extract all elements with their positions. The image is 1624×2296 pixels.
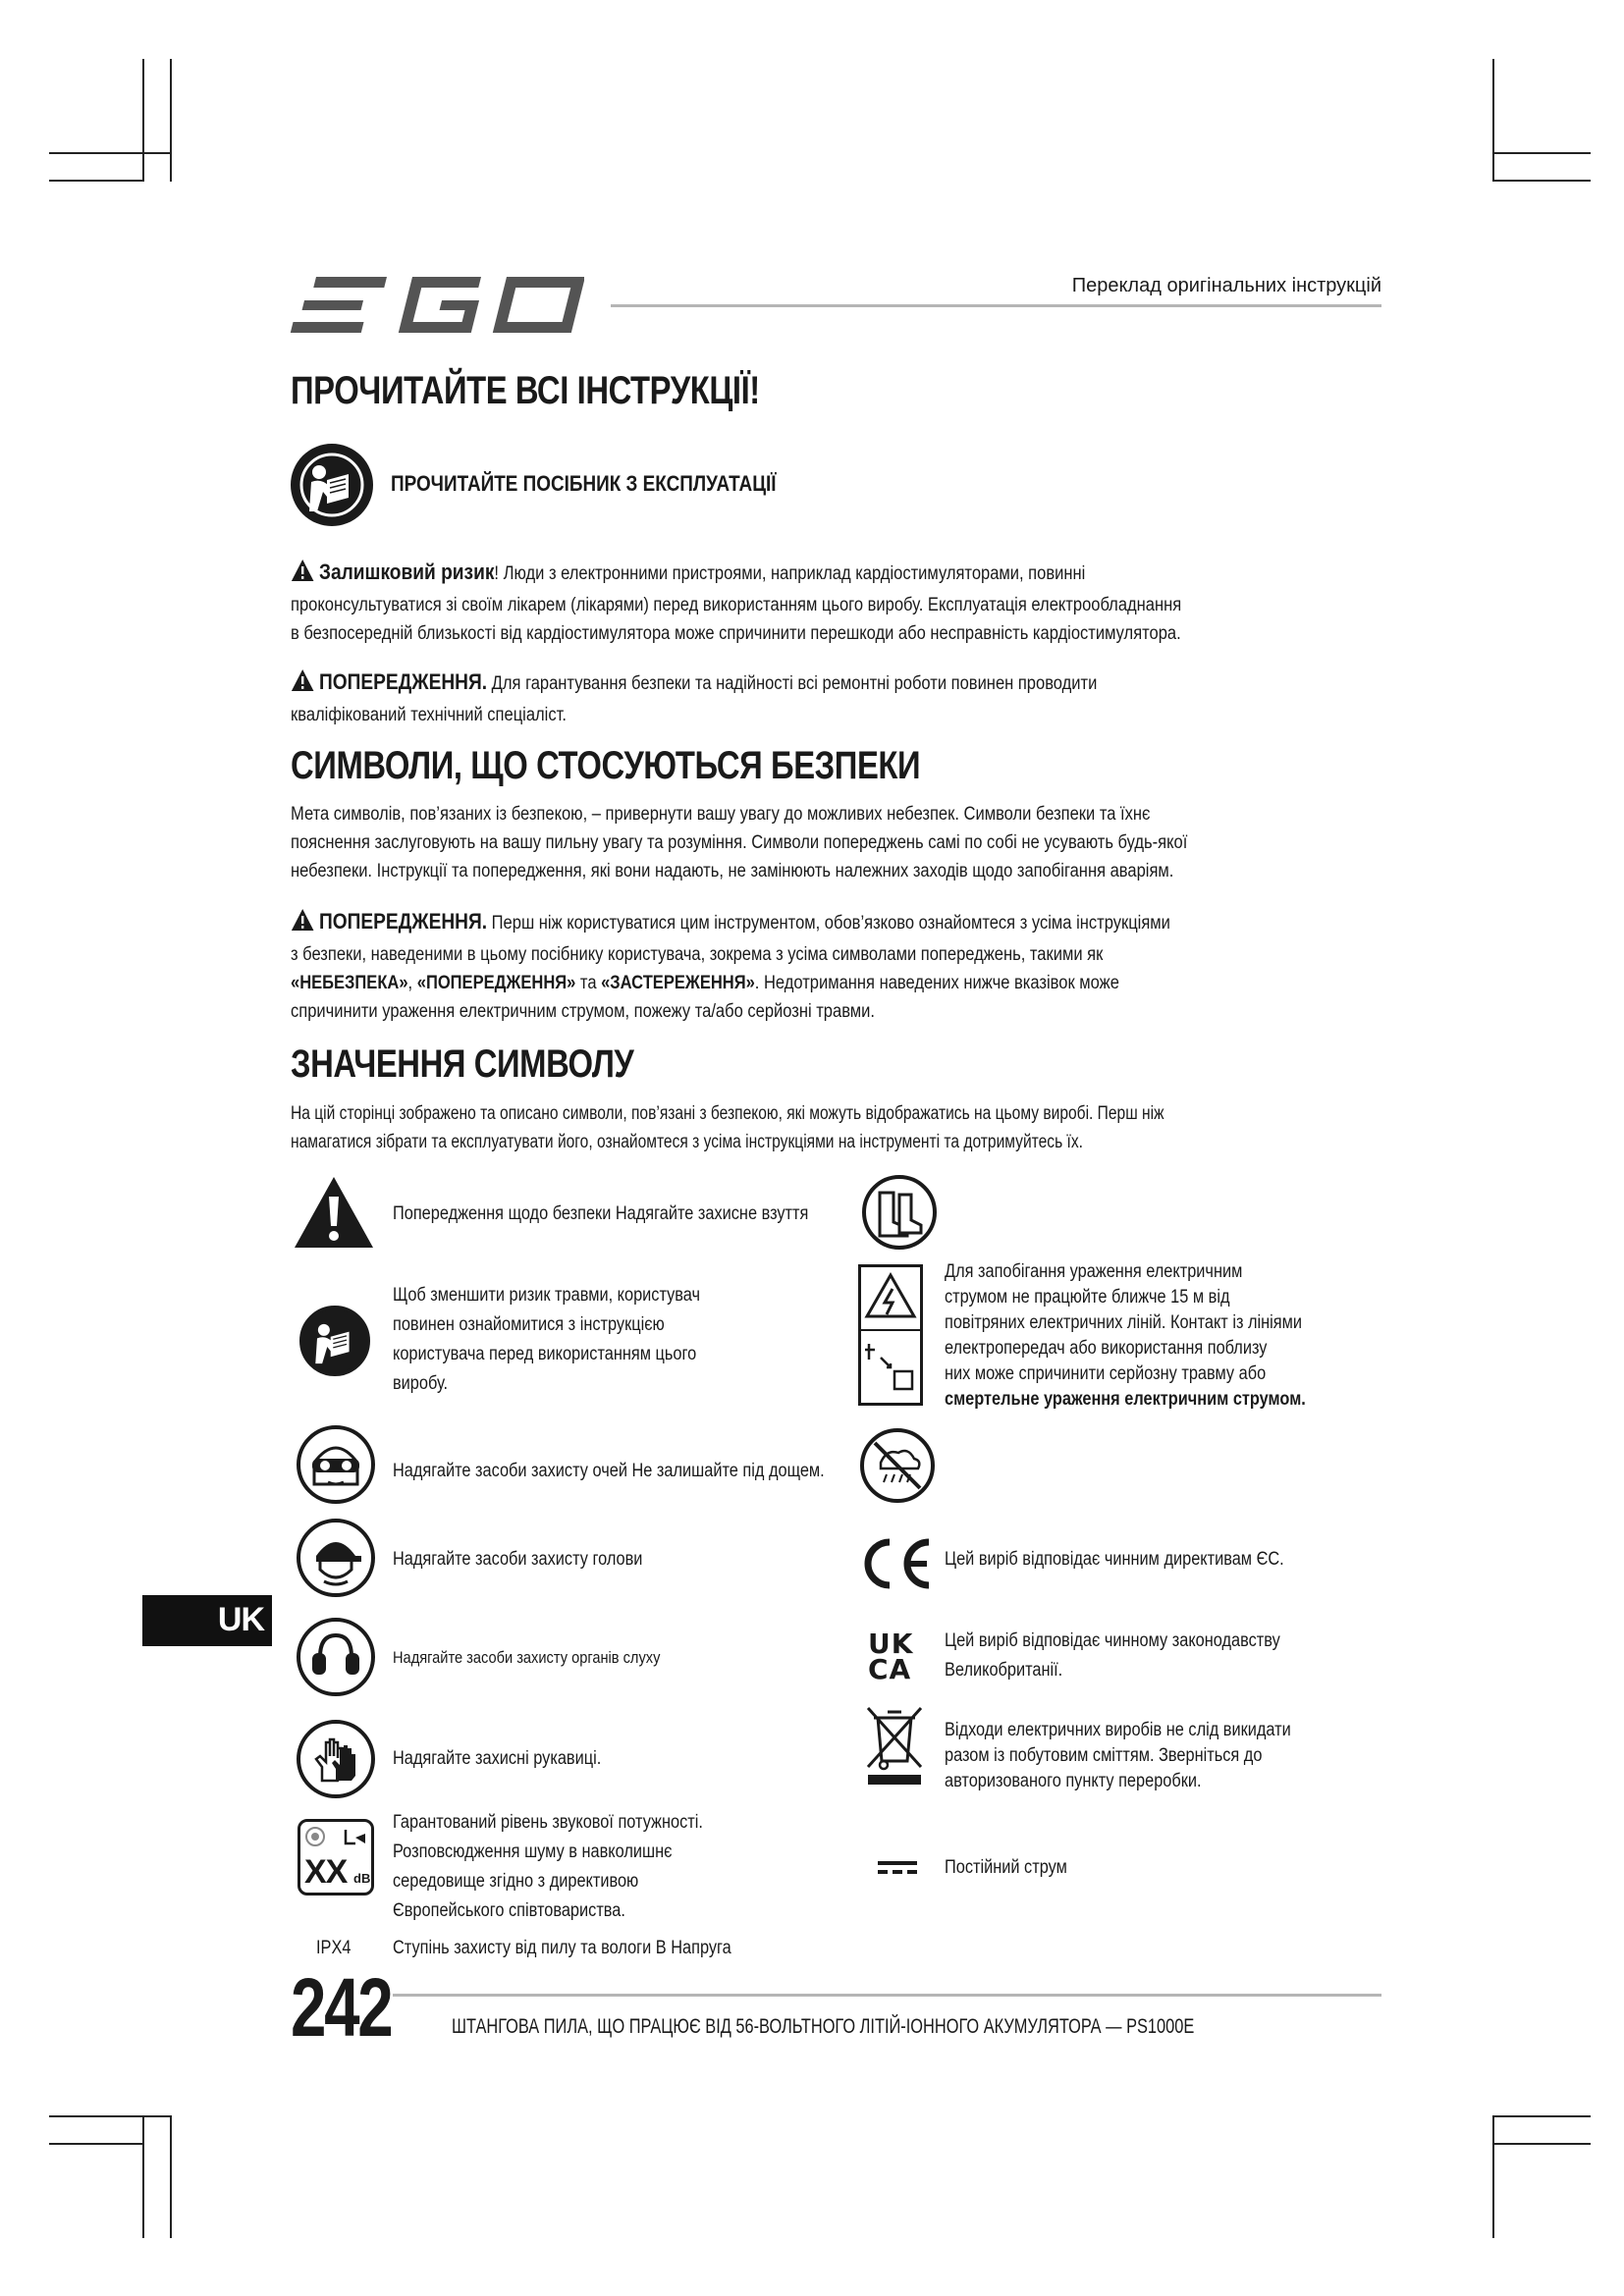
header-subtitle: Переклад оригінальних інструкцій <box>1071 275 1381 296</box>
ukca-mark-icon: UK CA <box>868 1628 914 1685</box>
crop-mark <box>49 2143 142 2145</box>
crop-mark <box>142 59 144 182</box>
safety-alert-text: Попередження щодо безпеки Надягайте захисне взуття <box>393 1203 809 1224</box>
ear-protection-text: Надягайте засоби захисту органів слуху <box>393 1648 661 1667</box>
ego-logo <box>290 273 584 336</box>
crop-mark <box>1492 2115 1494 2238</box>
footer-rule <box>393 1994 1381 1997</box>
crop-mark <box>142 2115 144 2238</box>
crop-mark <box>49 2115 172 2117</box>
weee-text: Відходи електричних виробів не слід викидати разом із побутовим сміттям. Зверніться до авторизованого пункту переробки. <box>945 1720 1291 1791</box>
ear-protection-icon <box>297 1618 375 1696</box>
warning-label: ПОПЕРЕДЖЕННЯ. <box>318 669 488 694</box>
head-protection-icon <box>297 1519 375 1597</box>
weee-bin-icon <box>864 1704 925 1789</box>
warning-label: ПОПЕРЕДЖЕННЯ. <box>318 909 488 934</box>
sound-level-value: XX <box>304 1853 348 1891</box>
crop-mark <box>170 59 172 182</box>
eye-protection-text: Надягайте засоби захисту очей Не залишайте під дощем. <box>393 1461 825 1481</box>
crop-mark <box>1492 2143 1591 2145</box>
ce-mark-text: Цей виріб відповідає чинним директивам ЄС. <box>945 1549 1284 1570</box>
power-lines-text: Для запобігання ураження електричним струмом не працюйте ближче 15 м від повітряних електричних ліній. Контакт із лініями електропередач або використання поблизу них може спричинити серйозну травму або смертельне ураження електричним струмом. <box>945 1261 1306 1410</box>
crop-mark <box>49 180 142 182</box>
dc-current-icon <box>876 1858 919 1878</box>
read-manual-icon <box>291 444 373 526</box>
footer-product-title: ШТАНГОВА ПИЛА, ЩО ПРАЦЮЄ ВІД 56-ВОЛЬТНОГО ЛІТІЙ-ІОННОГО АКУМУЛЯТОРА — PS1000E <box>452 2015 1195 2038</box>
crop-mark <box>170 2115 172 2238</box>
residual-risk-label: Залишковий ризик <box>318 560 495 584</box>
ce-mark-icon <box>856 1536 935 1591</box>
read-manual-icon <box>299 1306 370 1376</box>
ipx4-text: Ступінь захисту від пилу та вологи В Напруга <box>393 1938 731 1958</box>
gloves-text: Надягайте захисні рукавиці. <box>393 1748 602 1769</box>
meaning-paragraph: На цій сторінці зображено та описано символи, пов’язані з безпекою, які можуть відображатись на цьому виробі. Перш ніж намагатися зібрати та експлуатувати його, ознайомтеся з усіма інструкціями на інструменті та дотримуйтесь їх. <box>291 1103 1164 1152</box>
sound-power-icon: XX dB <box>298 1819 374 1896</box>
language-tab: UK <box>142 1595 272 1646</box>
warning-triangle-icon <box>291 908 314 940</box>
ipx4-label: IPX4 <box>316 1938 352 1958</box>
gloves-icon <box>297 1720 375 1798</box>
crop-mark <box>1492 2115 1591 2117</box>
read-manual-label: ПРОЧИТАЙТЕ ПОСІБНИК З ЕКСПЛУАТАЦІЇ <box>391 471 777 496</box>
dc-current-text: Постійний струм <box>945 1857 1067 1878</box>
page-number: 242 <box>291 1961 392 2054</box>
crop-mark <box>49 152 172 154</box>
read-manual-text: Щоб зменшити ризик травми, користувач повинен ознайомитися з інструкцією користувача перед використанням цього виробу. <box>393 1285 701 1394</box>
warning-triangle-icon <box>291 559 314 591</box>
eye-protection-icon <box>297 1425 375 1504</box>
section-title-read-all: ПРОЧИТАЙТЕ ВСІ ІНСТРУКЦІЇ! <box>291 369 760 412</box>
safety-alert-icon <box>293 1175 375 1250</box>
safety-symbols-paragraph: Мета символів, пов’язаних із безпекою, – привернути вашу увагу до можливих небезпек. Символи безпеки та їхнє пояснення заслуговують на вашу пильну увагу та розуміння. Символи попереджень самі по собі не усувають будь-якої небезпеки. Інструкції та попередження, які вони надають, не замінюють належних заходів щодо запобігання аваріям. <box>291 804 1188 881</box>
warning-triangle-icon <box>291 668 314 701</box>
warning-repair-paragraph: ПОПЕРЕДЖЕННЯ. Для гарантування безпеки та надійності всі ремонтні роботи повинен проводити кваліфікований технічний спеціаліст. <box>291 669 1098 725</box>
sound-power-text: Гарантований рівень звукової потужності. Розповсюдження шуму в навколишнє середовище згідно з директивою Європейського співтовариства. <box>393 1812 703 1921</box>
header-rule <box>611 304 1381 307</box>
ukca-text: Цей виріб відповідає чинному законодавству Великобританії. <box>945 1630 1280 1681</box>
section-title-meaning: ЗНАЧЕННЯ СИМВОЛУ <box>291 1042 634 1086</box>
crop-mark <box>1492 59 1494 182</box>
head-protection-text: Надягайте засоби захисту голови <box>393 1549 643 1570</box>
residual-risk-paragraph: Залишковий ризик! Люди з електронними пристроями, наприклад кардіостимуляторами, повинні проконсультуватися зі своїм лікарем (лікарями) перед використанням цього виробу. Експлуатація електрообладнання в безпосередній близькості від кардіостимулятора може спричинити перешкоди або несправність кардіостимулятора. <box>291 560 1182 644</box>
section-title-safety-symbols: СИМВОЛИ, ЩО СТОСУЮТЬСЯ БЕЗПЕКИ <box>291 744 921 787</box>
warning-instructions-paragraph: ПОПЕРЕДЖЕННЯ. Перш ніж користуватися цим інструментом, обов’язково ознайомтеся з усіма інструкціями з безпеки, наведеними в цьому посібнику користувача, зокрема з усіма символами попереджень, такими як «НЕБЕЗПЕКА», «ПОПЕРЕДЖЕННЯ» та «ЗАСТЕРЕЖЕННЯ». Недотримання наведених нижче вказівок може спричинити ураження електричним струмом, пожежу та/або серйозні травми. <box>291 909 1170 1022</box>
crop-mark <box>1492 180 1591 182</box>
no-rain-icon <box>860 1428 935 1503</box>
power-lines-icon <box>858 1264 923 1406</box>
crop-mark <box>1492 152 1591 154</box>
safety-boots-icon <box>862 1175 937 1250</box>
